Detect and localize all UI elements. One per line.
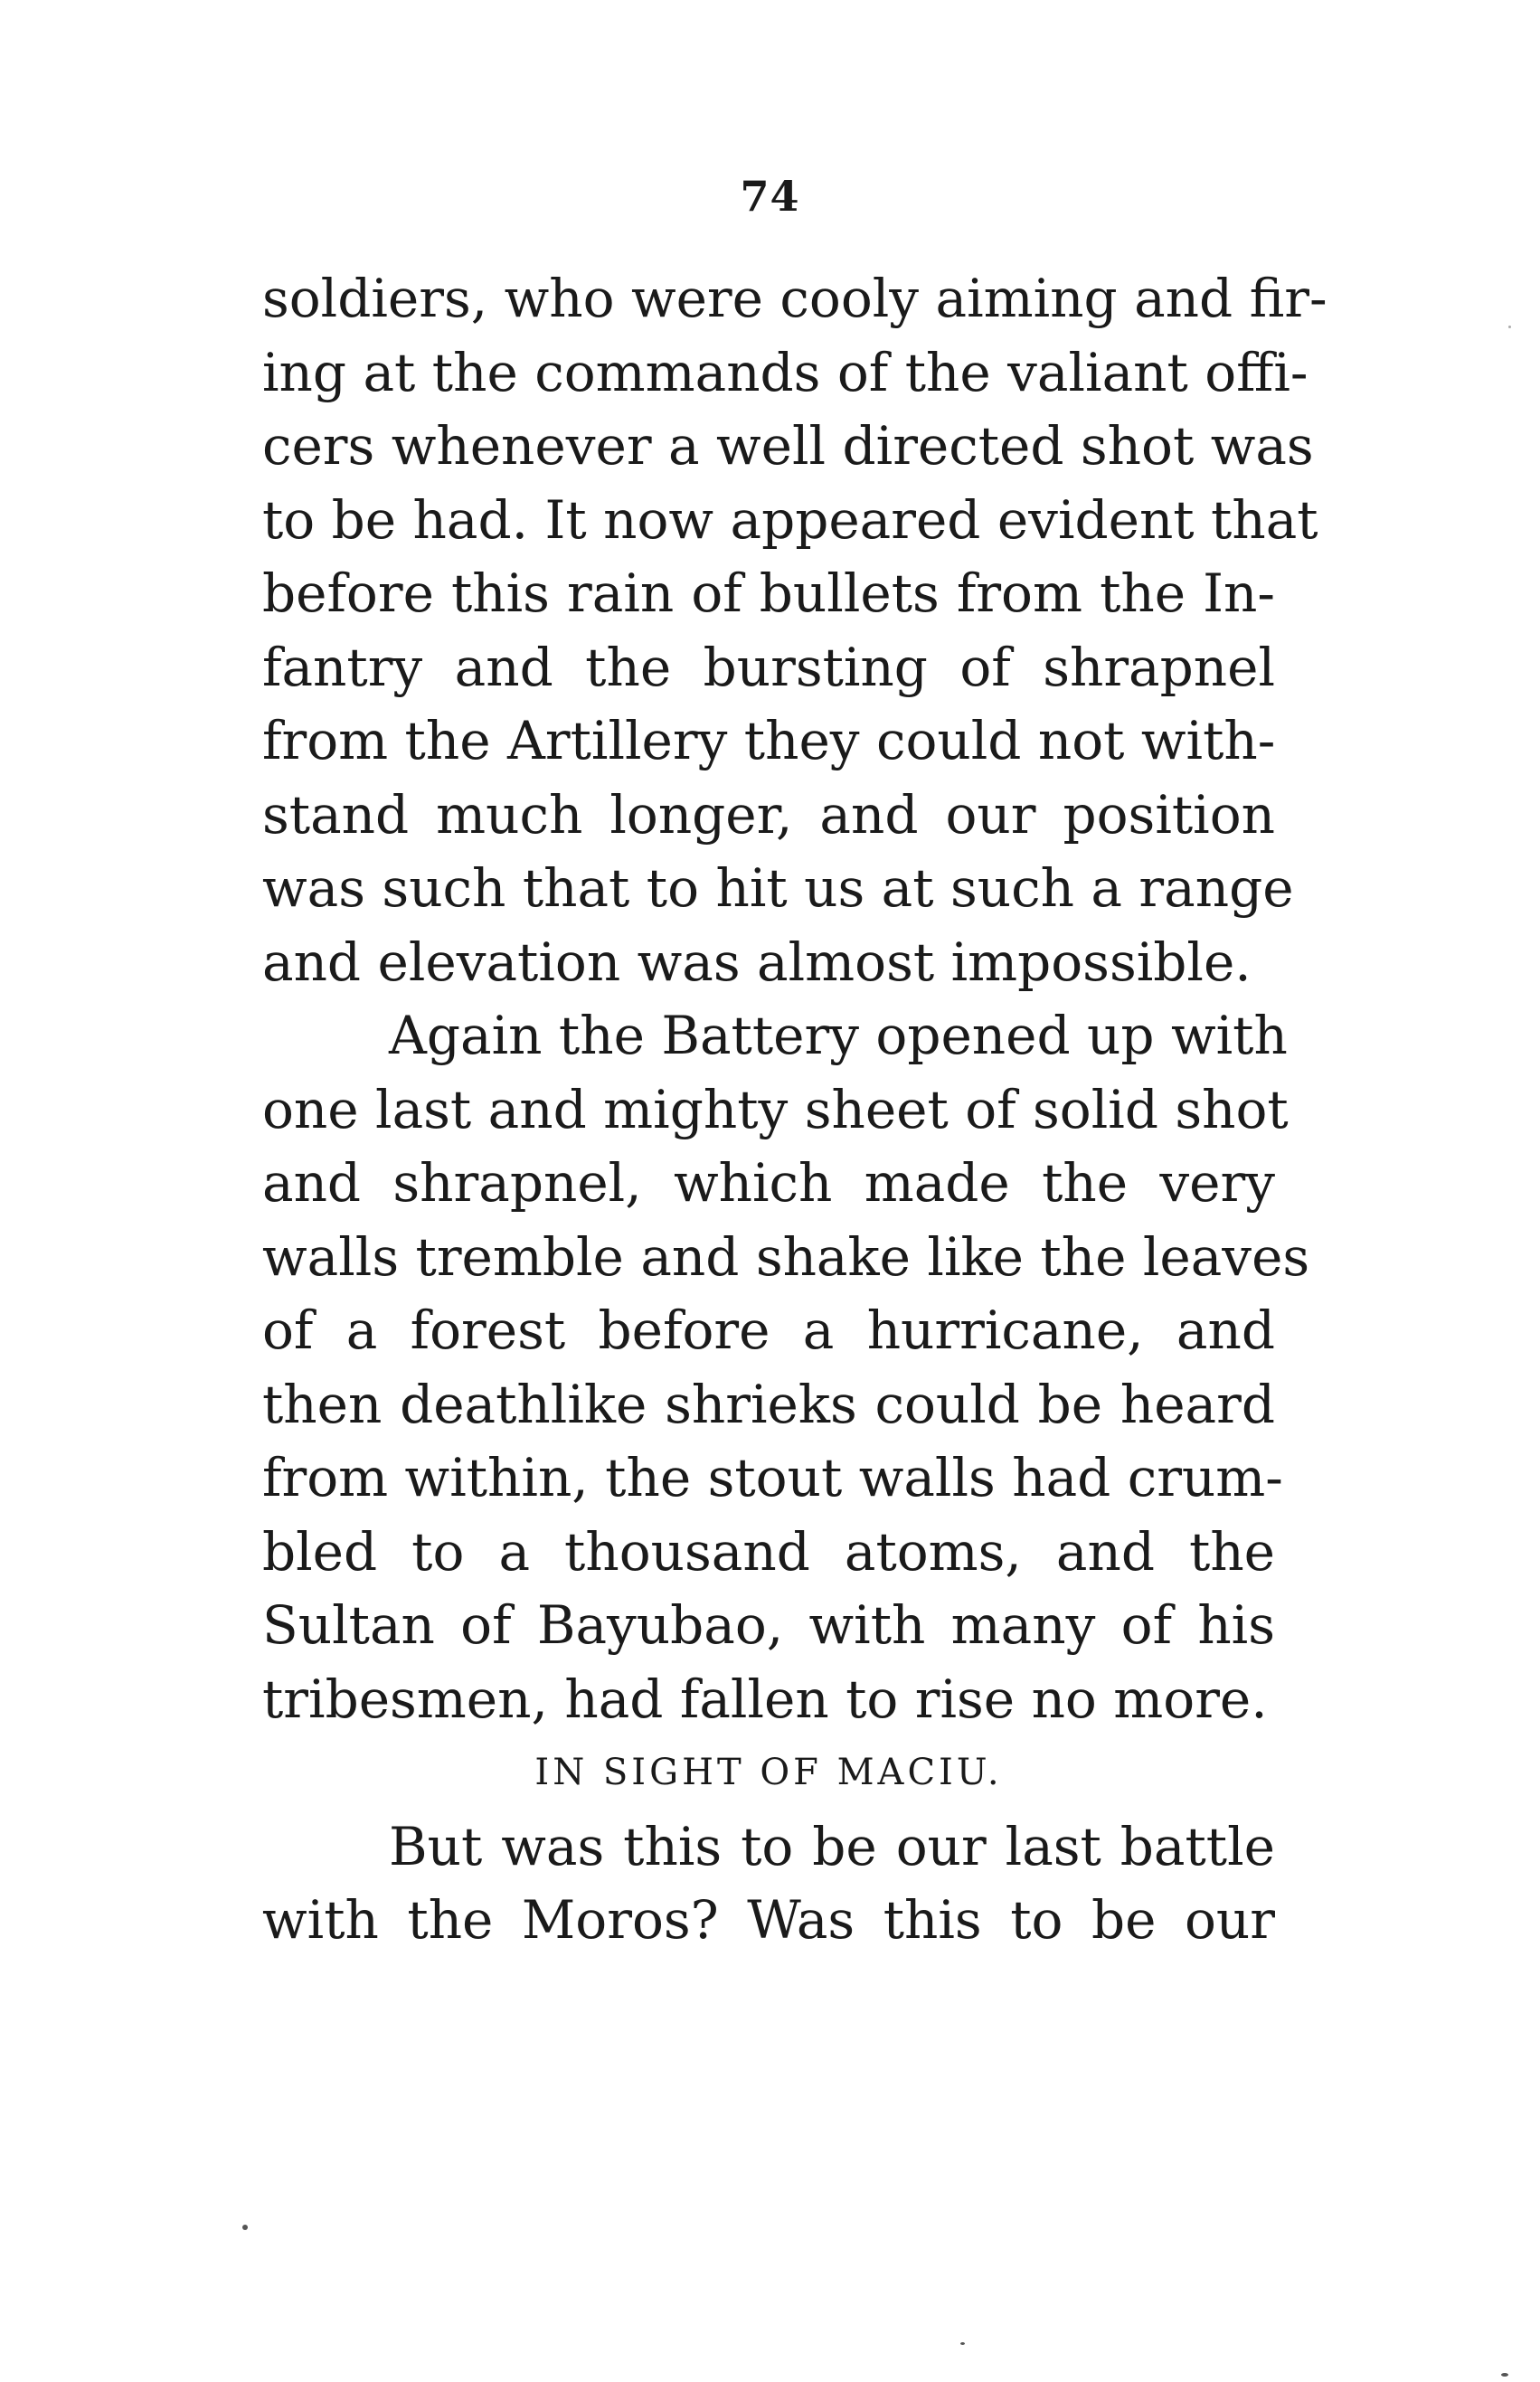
page-number: 74 xyxy=(740,172,800,221)
text-line: one last and mighty sheet of solid shot xyxy=(262,1078,1289,1140)
paragraph-2 xyxy=(262,999,1310,1736)
paragraph-1 xyxy=(262,262,1327,999)
section-heading: IN SIGHT OF MACIU. xyxy=(534,1752,1003,1793)
text-line: before this rain of bullets from the In- xyxy=(262,562,1275,624)
text-line: was such that to hit us at such a range xyxy=(262,857,1294,919)
text-line: ing at the commands of the valiant offi- xyxy=(262,341,1309,403)
text-line: from within, the stout walls had crum- xyxy=(262,1447,1283,1508)
scan-speck xyxy=(242,2225,248,2230)
text-line: But was this to be our last battle xyxy=(389,1815,1275,1877)
text-line: walls tremble and shake like the leaves xyxy=(262,1225,1310,1288)
text-line: and elevation was almost impossible. xyxy=(262,931,1252,993)
paragraph-3 xyxy=(262,1810,1275,1958)
text-line: soldiers, who were cooly aiming and fir- xyxy=(262,268,1327,329)
scan-speck xyxy=(1501,2373,1508,2377)
text-line: tribesmen, had fallen to rise no more. xyxy=(262,1668,1268,1730)
text-line: then deathlike shrieks could be heard xyxy=(262,1373,1275,1435)
text-line: Sultan of Bayubao, with many of his xyxy=(262,1594,1275,1656)
text-line: Again the Battery opened up with xyxy=(389,1005,1288,1066)
text-line: bled to a thousand atoms, and the xyxy=(262,1520,1275,1583)
body-text xyxy=(262,262,1327,1958)
text-line: and shrapnel, which made the very xyxy=(262,1152,1275,1214)
text-line: with the Moros? Was this to be our xyxy=(262,1889,1275,1951)
scan-speck xyxy=(960,2342,965,2345)
text-line: to be had. It now appeared evident that xyxy=(262,488,1318,551)
text-line: of a forest before a hurricane, and xyxy=(262,1300,1275,1361)
scan-speck xyxy=(1508,326,1511,328)
text-line: from the Artillery they could not with- xyxy=(262,710,1276,771)
text-line: cers whenever a well directed shot was xyxy=(262,415,1314,477)
text-line: stand much longer, and our position xyxy=(262,783,1275,846)
text-line: fantry and the bursting of shrapnel xyxy=(262,636,1275,698)
